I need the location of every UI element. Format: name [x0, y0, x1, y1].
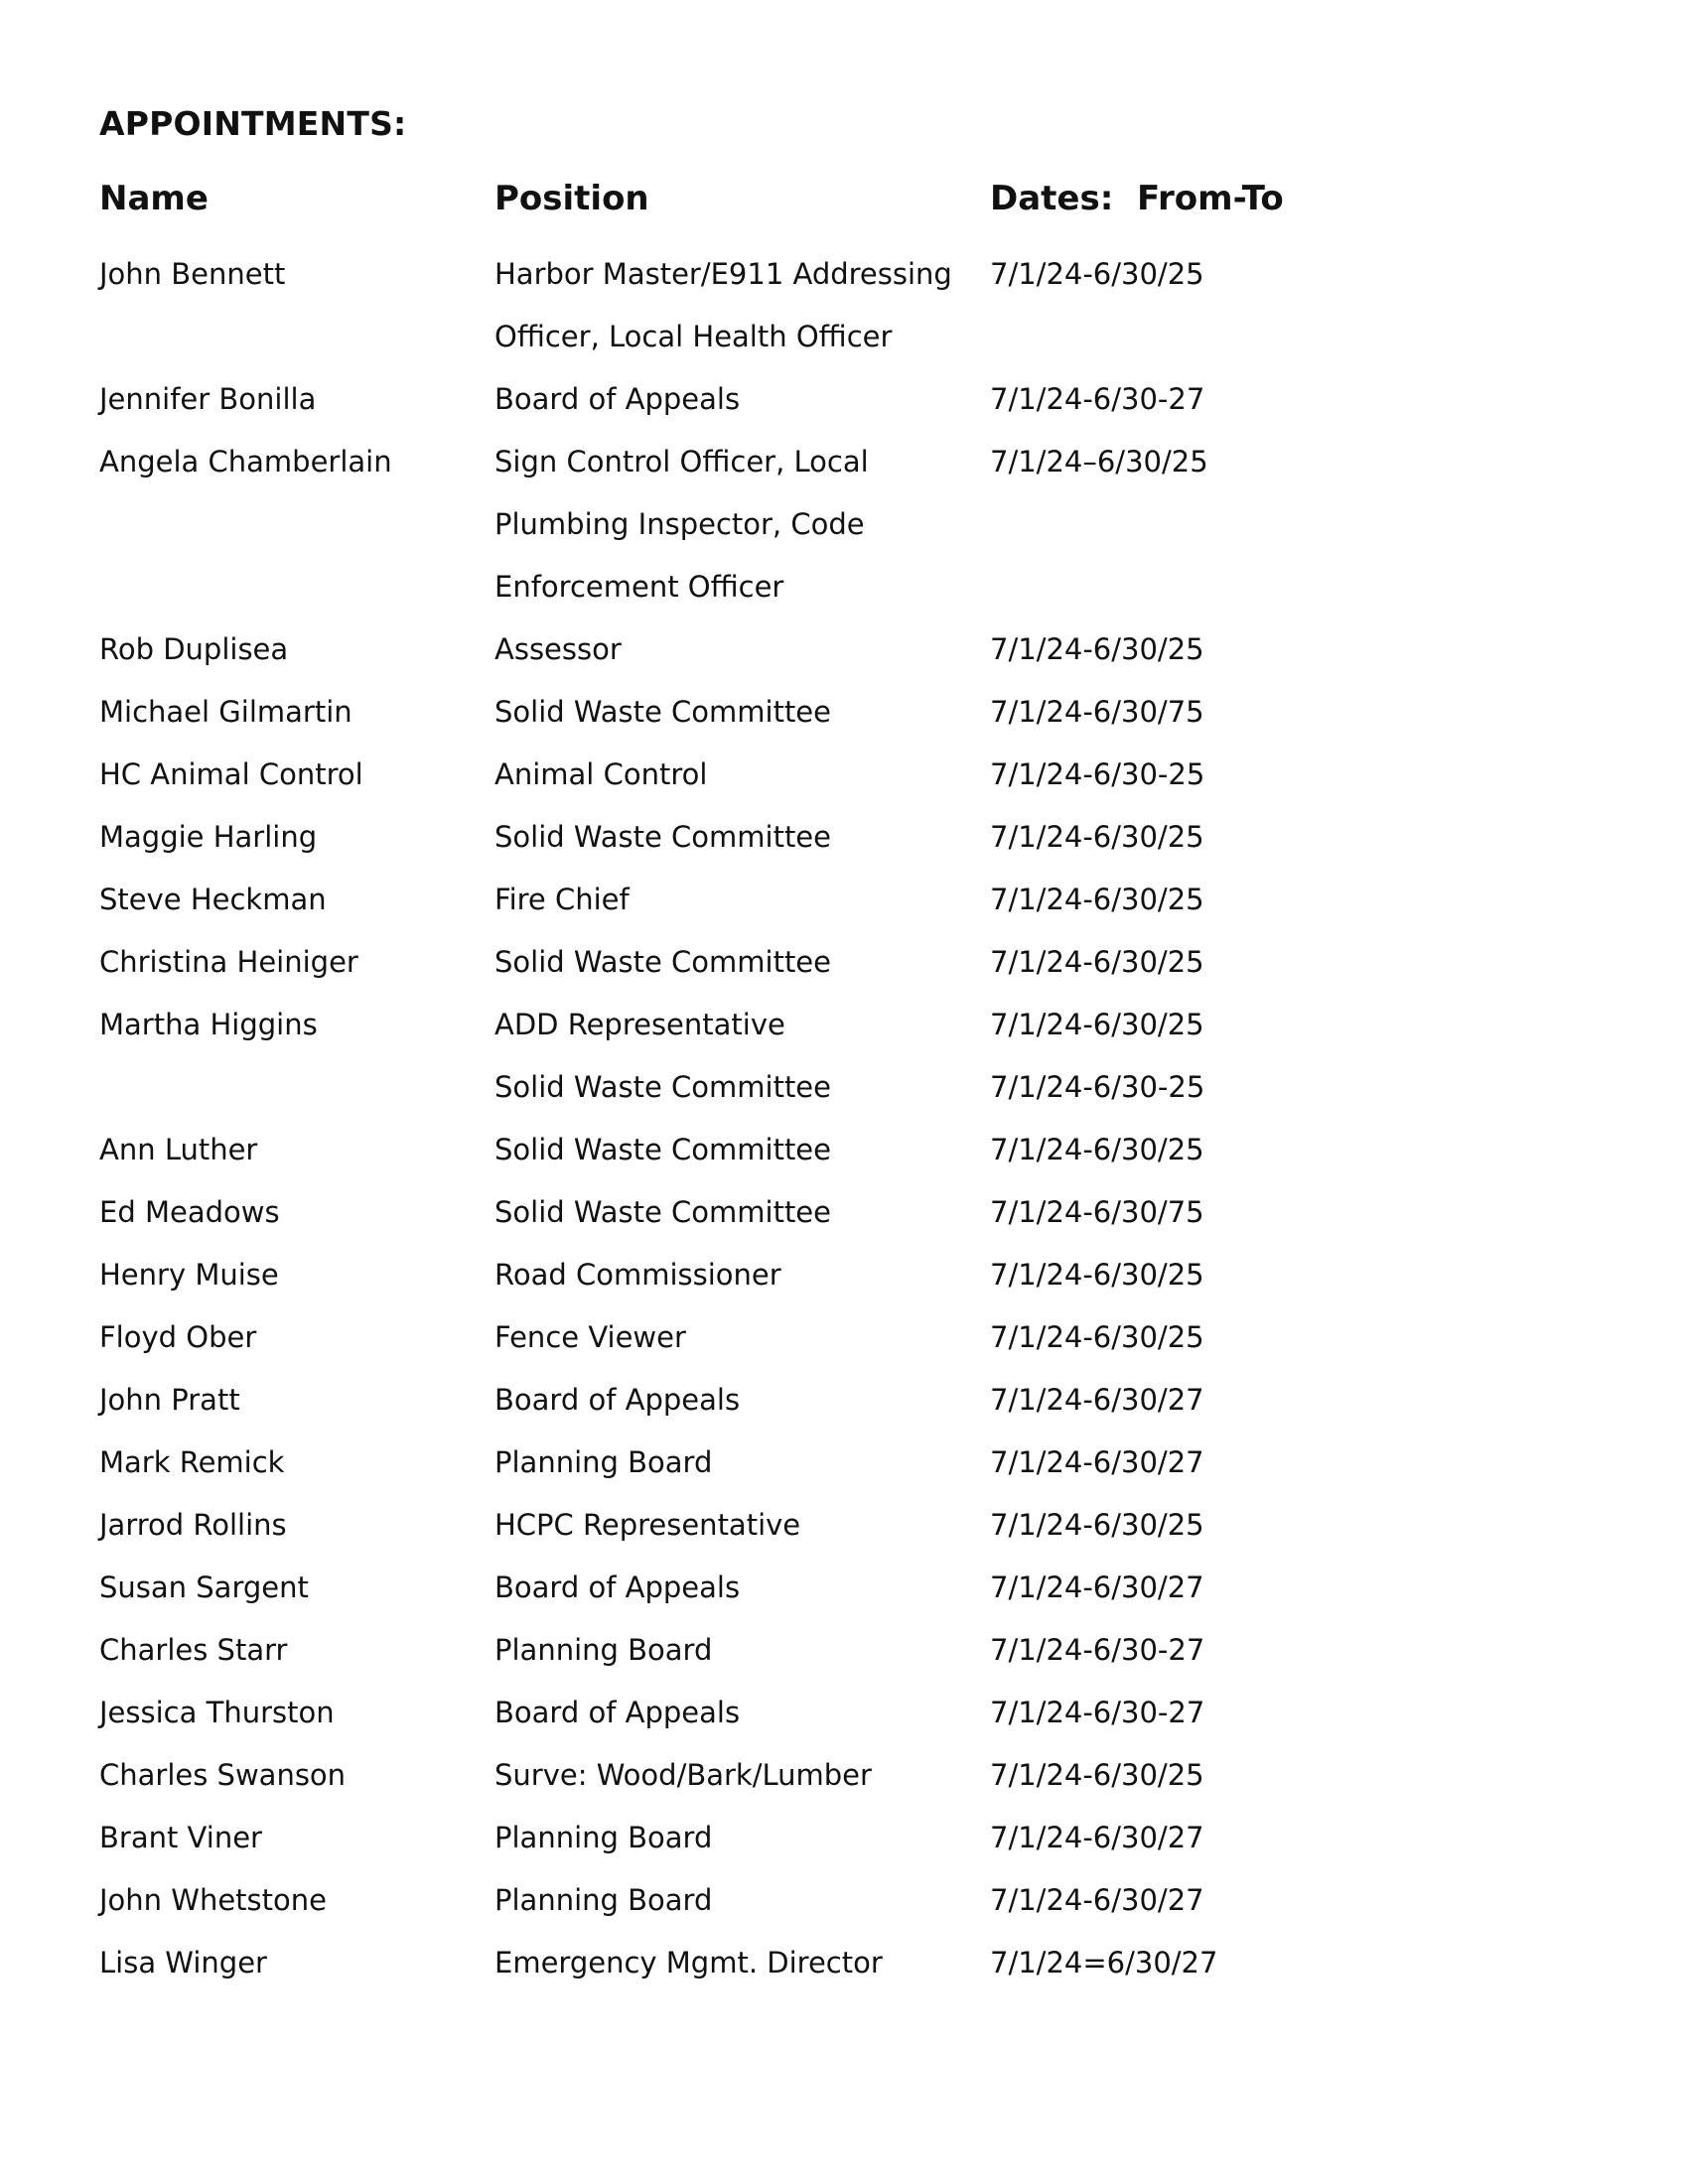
position-line: ADD Representative: [494, 1008, 785, 1041]
appointee-position: [494, 1181, 971, 1244]
position-line: Planning Board: [494, 1883, 713, 1917]
appointments-list: [99, 243, 1390, 1994]
appointee-position: [494, 1557, 971, 1619]
appointment-row: [99, 431, 1390, 618]
appointment-row: [99, 681, 1390, 744]
position-line: HCPC Representative: [494, 1508, 801, 1542]
appointee-position: [494, 618, 971, 681]
position-line: Fire Chief: [494, 883, 630, 916]
appointment-row: [99, 1557, 1390, 1619]
appointment-row: [99, 1244, 1390, 1306]
position-line: Animal Control: [494, 757, 708, 791]
column-header-position: Position: [494, 179, 649, 218]
appointee-position: [494, 243, 971, 368]
position-line: Solid Waste Committee: [494, 695, 831, 729]
column-headers: [99, 177, 1390, 220]
appointment-row: [99, 243, 1390, 368]
appointee-name: Ed Meadows: [99, 1195, 280, 1229]
position-line: Board of Appeals: [494, 1383, 741, 1417]
appointee-name: Ann Luther: [99, 1133, 258, 1166]
position-line: Road Commissioner: [494, 1258, 781, 1292]
position-line: Surve: Wood/Bark/Lumber: [494, 1758, 872, 1792]
appointment-dates: 7/1/24-6/30/25: [990, 883, 1204, 916]
position-line: Planning Board: [494, 1633, 713, 1667]
appointment-row: [99, 994, 1390, 1056]
appointee-position: [494, 1056, 971, 1119]
appointee-name: John Whetstone: [99, 1883, 327, 1917]
appointee-name: Christina Heiniger: [99, 945, 358, 979]
appointment-dates: 7/1/24-6/30/25: [990, 820, 1204, 854]
appointment-dates: 7/1/24-6/30/25: [990, 1508, 1204, 1542]
appointment-row: [99, 1494, 1390, 1557]
position-line: Board of Appeals: [494, 382, 741, 416]
appointment-row: [99, 1619, 1390, 1682]
appointee-name: Steve Heckman: [99, 883, 327, 916]
appointee-name: Jennifer Bonilla: [99, 382, 317, 416]
appointment-dates: 7/1/24-6/30/75: [990, 1195, 1204, 1229]
position-line: Solid Waste Committee: [494, 945, 831, 979]
appointment-dates: 7/1/24-6/30/27: [990, 1383, 1204, 1417]
position-line: Board of Appeals: [494, 1696, 741, 1729]
appointee-position: [494, 1682, 971, 1744]
appointment-dates: 7/1/24-6/30/25: [990, 1258, 1204, 1292]
appointee-name: Angela Chamberlain: [99, 445, 392, 478]
appointment-dates: 7/1/24-6/30/27: [990, 1445, 1204, 1479]
appointee-name: Charles Swanson: [99, 1758, 347, 1792]
position-line: Solid Waste Committee: [494, 1070, 831, 1104]
position-line: Board of Appeals: [494, 1570, 741, 1604]
appointee-position: [494, 744, 971, 806]
appointment-dates: 7/1/24-6/30-27: [990, 382, 1205, 416]
document-title: APPOINTMENTS:: [99, 104, 407, 143]
appointee-position: [494, 1932, 971, 1994]
appointment-row: [99, 1056, 1390, 1119]
appointment-row: [99, 931, 1390, 994]
appointee-name: Floyd Ober: [99, 1320, 257, 1354]
appointee-name: Rob Duplisea: [99, 632, 289, 666]
appointment-dates: 7/1/24-6/30/25: [990, 945, 1204, 979]
appointment-dates: 7/1/24-6/30/25: [990, 1758, 1204, 1792]
appointment-dates: 7/1/24-6/30/25: [990, 632, 1204, 666]
appointment-row: [99, 1682, 1390, 1744]
appointee-position: [494, 1619, 971, 1682]
appointee-position: [494, 806, 971, 869]
appointee-name: Henry Muise: [99, 1258, 279, 1292]
appointment-row: [99, 1869, 1390, 1932]
appointee-name: Jarrod Rollins: [99, 1508, 287, 1542]
appointment-dates: 7/1/24-6/30/27: [990, 1570, 1204, 1604]
appointee-name: Jessica Thurston: [99, 1696, 335, 1729]
appointment-row: [99, 744, 1390, 806]
appointee-position: [494, 1744, 971, 1807]
appointment-row: [99, 1119, 1390, 1181]
appointment-dates: 7/1/24-6/30-27: [990, 1633, 1205, 1667]
position-line: Officer, Local Health Officer: [494, 320, 893, 353]
appointee-position: [494, 368, 971, 431]
position-line: Solid Waste Committee: [494, 820, 831, 854]
appointment-row: [99, 1181, 1390, 1244]
position-line: Emergency Mgmt. Director: [494, 1946, 883, 1979]
appointment-row: [99, 1744, 1390, 1807]
appointee-name: Lisa Winger: [99, 1946, 267, 1979]
appointment-row: [99, 1807, 1390, 1869]
position-line: Sign Control Officer, Local: [494, 445, 869, 478]
appointee-name: John Bennett: [99, 257, 286, 291]
appointment-dates: 7/1/24-6/30-25: [990, 757, 1205, 791]
appointee-position: [494, 681, 971, 744]
appointee-name: Mark Remick: [99, 1445, 285, 1479]
column-header-name: Name: [99, 179, 209, 218]
position-line: Plumbing Inspector, Code: [494, 507, 865, 541]
appointee-position: [494, 1869, 971, 1932]
position-line: Harbor Master/E911 Addressing: [494, 257, 952, 291]
appointee-position: [494, 1494, 971, 1557]
appointee-position: [494, 994, 971, 1056]
appointment-row: [99, 1369, 1390, 1432]
position-line: Enforcement Officer: [494, 570, 784, 604]
position-line: Fence Viewer: [494, 1320, 686, 1354]
appointment-dates: 7/1/24-6/30-25: [990, 1070, 1205, 1104]
appointment-row: [99, 1432, 1390, 1494]
appointment-dates: 7/1/24-6/30/27: [990, 1883, 1204, 1917]
position-line: Assessor: [494, 632, 622, 666]
appointee-name: John Pratt: [99, 1383, 240, 1417]
position-line: Planning Board: [494, 1445, 713, 1479]
appointee-name: HC Animal Control: [99, 757, 363, 791]
appointee-position: [494, 1306, 971, 1369]
appointee-position: [494, 431, 971, 618]
appointment-row: [99, 869, 1390, 931]
appointee-name: Martha Higgins: [99, 1008, 318, 1041]
appointment-row: [99, 368, 1390, 431]
appointee-position: [494, 1807, 971, 1869]
appointee-position: [494, 869, 971, 931]
appointee-position: [494, 1432, 971, 1494]
appointment-dates: 7/1/24=6/30/27: [990, 1946, 1218, 1979]
appointment-dates: 7/1/24-6/30-27: [990, 1696, 1205, 1729]
appointee-position: [494, 1369, 971, 1432]
appointment-row: [99, 1932, 1390, 1994]
appointment-row: [99, 618, 1390, 681]
appointee-position: [494, 1244, 971, 1306]
position-line: Solid Waste Committee: [494, 1133, 831, 1166]
appointee-name: Michael Gilmartin: [99, 695, 352, 729]
appointment-dates: 7/1/24-6/30/25: [990, 257, 1204, 291]
appointment-dates: 7/1/24-6/30/27: [990, 1821, 1204, 1854]
appointment-dates: 7/1/24-6/30/75: [990, 695, 1204, 729]
appointment-dates: 7/1/24-6/30/25: [990, 1133, 1204, 1166]
appointee-name: Brant Viner: [99, 1821, 262, 1854]
appointee-name: Charles Starr: [99, 1633, 288, 1667]
appointee-position: [494, 931, 971, 994]
appointee-position: [494, 1119, 971, 1181]
position-line: Planning Board: [494, 1821, 713, 1854]
appointee-name: Susan Sargent: [99, 1570, 309, 1604]
position-line: Solid Waste Committee: [494, 1195, 831, 1229]
appointee-name: Maggie Harling: [99, 820, 318, 854]
appointment-dates: 7/1/24-6/30/25: [990, 1320, 1204, 1354]
appointment-row: [99, 1306, 1390, 1369]
appointment-row: [99, 806, 1390, 869]
appointment-dates: 7/1/24–6/30/25: [990, 445, 1208, 478]
appointment-dates: 7/1/24-6/30/25: [990, 1008, 1204, 1041]
column-header-dates: Dates: From-To: [990, 179, 1284, 218]
